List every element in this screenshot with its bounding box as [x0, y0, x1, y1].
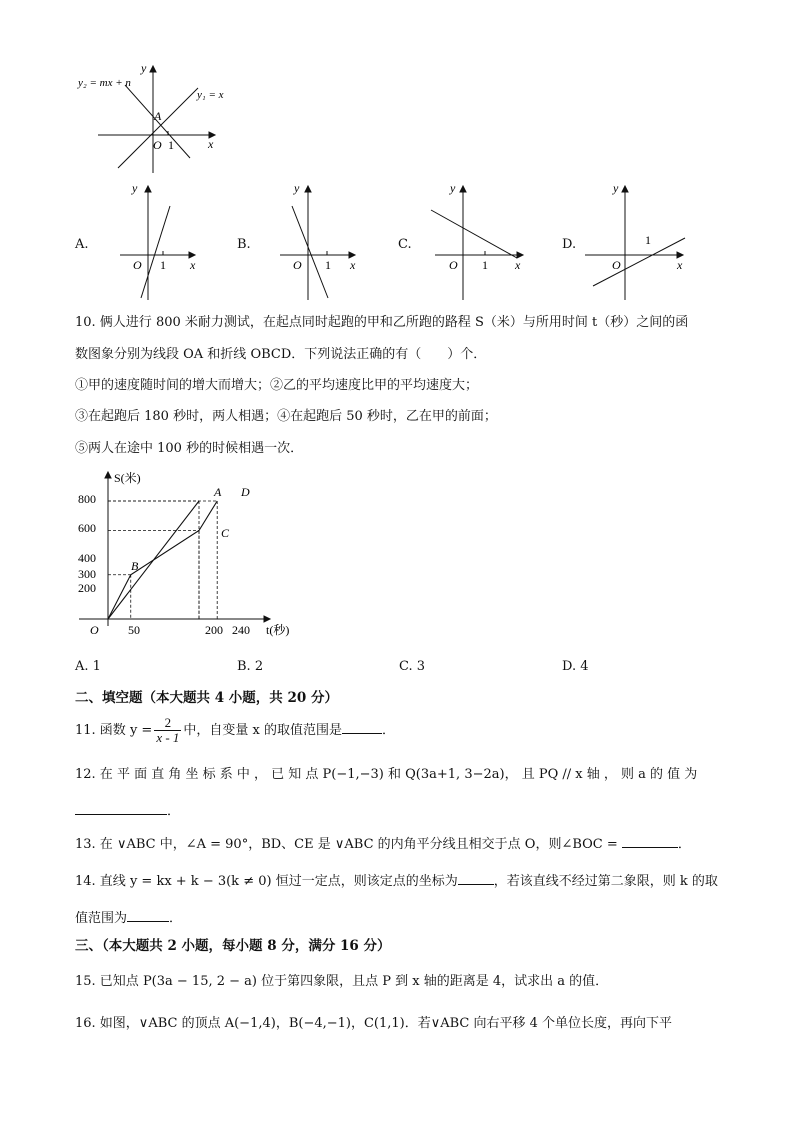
option-a-line — [141, 206, 170, 298]
tick-one-label: 1 — [168, 138, 174, 152]
q10-line2: 数图象分别为线段 OA 和折线 OBCD．下列说法正确的有（ ）个． — [75, 347, 487, 362]
svg-text:1: 1 — [325, 258, 331, 272]
svg-text:y: y — [613, 181, 619, 195]
xtick-50: 50 — [128, 623, 140, 637]
q11-pre: 11. 函数 y = — [75, 723, 153, 738]
q16: 16. 如图，∨ABC 的顶点 A(−1,4)，B(−4,−1)，C(1,1)．若∨ABC 向右平移 4 个单位长度，再向下平 — [75, 1016, 673, 1031]
option-c-line — [431, 210, 517, 258]
chart-xlabel: t(秒) — [266, 623, 290, 637]
option-c-letter: C. — [398, 237, 412, 252]
option-d-graph — [585, 178, 695, 303]
option-b-letter: B. — [237, 237, 251, 252]
q13-blank[interactable] — [622, 833, 678, 848]
chart-guides — [108, 501, 217, 619]
q11-fraction: $\frac{2}{x - 1}$ — [156, 715, 180, 745]
svg-text:y: y — [450, 181, 456, 195]
main-lines-figure — [70, 58, 230, 178]
option-b-graph — [270, 178, 370, 303]
point-a-label: A — [214, 485, 222, 499]
chart-lines — [108, 501, 217, 619]
option-d-letter: D. — [562, 237, 577, 252]
q14-line2: 值范围为 ． — [75, 907, 182, 928]
q14-blank-range[interactable] — [127, 907, 169, 922]
point-c-label: C — [221, 526, 230, 540]
chart-origin: O — [90, 623, 99, 637]
svg-text:y: y — [132, 181, 138, 195]
point-b-label: B — [131, 559, 139, 573]
x-label: x — [208, 137, 214, 151]
svg-text:x: x — [677, 258, 683, 272]
q15: 15. 已知点 P(3a − 15, 2 − a) 位于第四象限，且点 P 到 x 轴的距离是 4，试求出 a 的值． — [75, 974, 609, 989]
point-d-label: D — [241, 485, 250, 499]
point-a: A — [154, 109, 162, 123]
q10-line4: ③在起跑后 180 秒时，两人相遇；④在起跑后 50 秒时，乙在甲的前面； — [75, 409, 497, 424]
q11-post: 中，自变量 x 的取值范围是 — [183, 723, 343, 738]
q12-line2: ． — [75, 800, 180, 821]
svg-text:y: y — [294, 181, 300, 195]
svg-text:O: O — [612, 258, 621, 272]
option-c-graph — [425, 178, 535, 303]
q11-blank[interactable] — [342, 719, 382, 734]
option-b-line — [292, 206, 328, 298]
option-a-graph — [110, 178, 210, 303]
option-d-line — [593, 238, 685, 286]
q14-line1: 14. 直线 y = kx + k − 3(k ≠ 0) 恒过一定点，则该定点的坐标为 ，若该直线不经过第二象限，则 k 的取 — [75, 870, 718, 891]
q12-line1: 12. 在 平 面 直 角 坐 标 系 中 ， 已 知 点 P(−1,−3) 和 Q(3a+1, 3−2a)， 且 PQ // x 轴 ， 则 a 的 值 为 — [75, 767, 698, 782]
ytick-600: 600 — [78, 521, 96, 535]
q10-choice-c: C. 3 — [399, 659, 426, 674]
q11: 11. 函数 y = $\frac{2}{x - 1}$ 中，自变量 x 的取值范围是 ． — [75, 715, 396, 745]
series-obcd — [108, 501, 217, 619]
xtick-200: 200 — [205, 623, 223, 637]
origin-label: O — [153, 138, 162, 152]
line2-label: y₂ = mx + n — [78, 77, 131, 89]
svg-text:1: 1 — [645, 233, 651, 247]
ytick-300: 300 — [78, 567, 96, 581]
q10-choice-b: B. 2 — [237, 659, 264, 674]
q10-line1: 10. 俩人进行 800 米耐力测试，在起点同时起跑的甲和乙所跑的路程 S（米）与所用时间 t（秒）之间的函 — [75, 315, 689, 330]
svg-text:x: x — [190, 258, 196, 272]
q10-line3: ①甲的速度随时间的增大而增大；②乙的平均速度比甲的平均速度大； — [75, 378, 479, 393]
section3-heading: 三、（本大题共 2 小题，每小题 8 分，满分 16 分） — [75, 938, 391, 954]
q13: 13. 在 ∨ABC 中，∠A = 90°，BD、CE 是 ∨ABC 的内角平分线且相交于点 O，则∠BOC = ． — [75, 833, 691, 854]
q12-blank[interactable] — [75, 800, 167, 815]
ytick-400: 400 — [78, 551, 96, 565]
option-a-letter: A. — [75, 237, 89, 252]
section2-heading: 二、填空题（本大题共 4 小题，共 20 分） — [75, 690, 338, 706]
y-arrow — [150, 66, 156, 72]
ytick-800: 800 — [78, 492, 96, 506]
svg-text:x: x — [515, 258, 521, 272]
y-label: y — [141, 61, 147, 75]
xtick-240: 240 — [232, 623, 250, 637]
line1-label: y₁ = x — [197, 89, 224, 101]
distance-time-chart — [72, 466, 312, 644]
svg-text:O: O — [293, 258, 302, 272]
svg-text:O: O — [449, 258, 458, 272]
svg-text:x: x — [350, 258, 356, 272]
svg-text:1: 1 — [482, 258, 488, 272]
q10-choice-a: A. 1 — [75, 659, 101, 674]
svg-text:O: O — [133, 258, 142, 272]
ytick-200: 200 — [78, 581, 96, 595]
q10-choice-d: D. 4 — [562, 659, 589, 674]
q14-blank-point[interactable] — [458, 870, 494, 885]
line-y1 — [118, 88, 198, 168]
svg-text:1: 1 — [160, 258, 166, 272]
chart-ylabel: S(米) — [114, 471, 141, 485]
q10-line5: ⑤两人在途中 100 秒的时候相遇一次． — [75, 441, 304, 456]
